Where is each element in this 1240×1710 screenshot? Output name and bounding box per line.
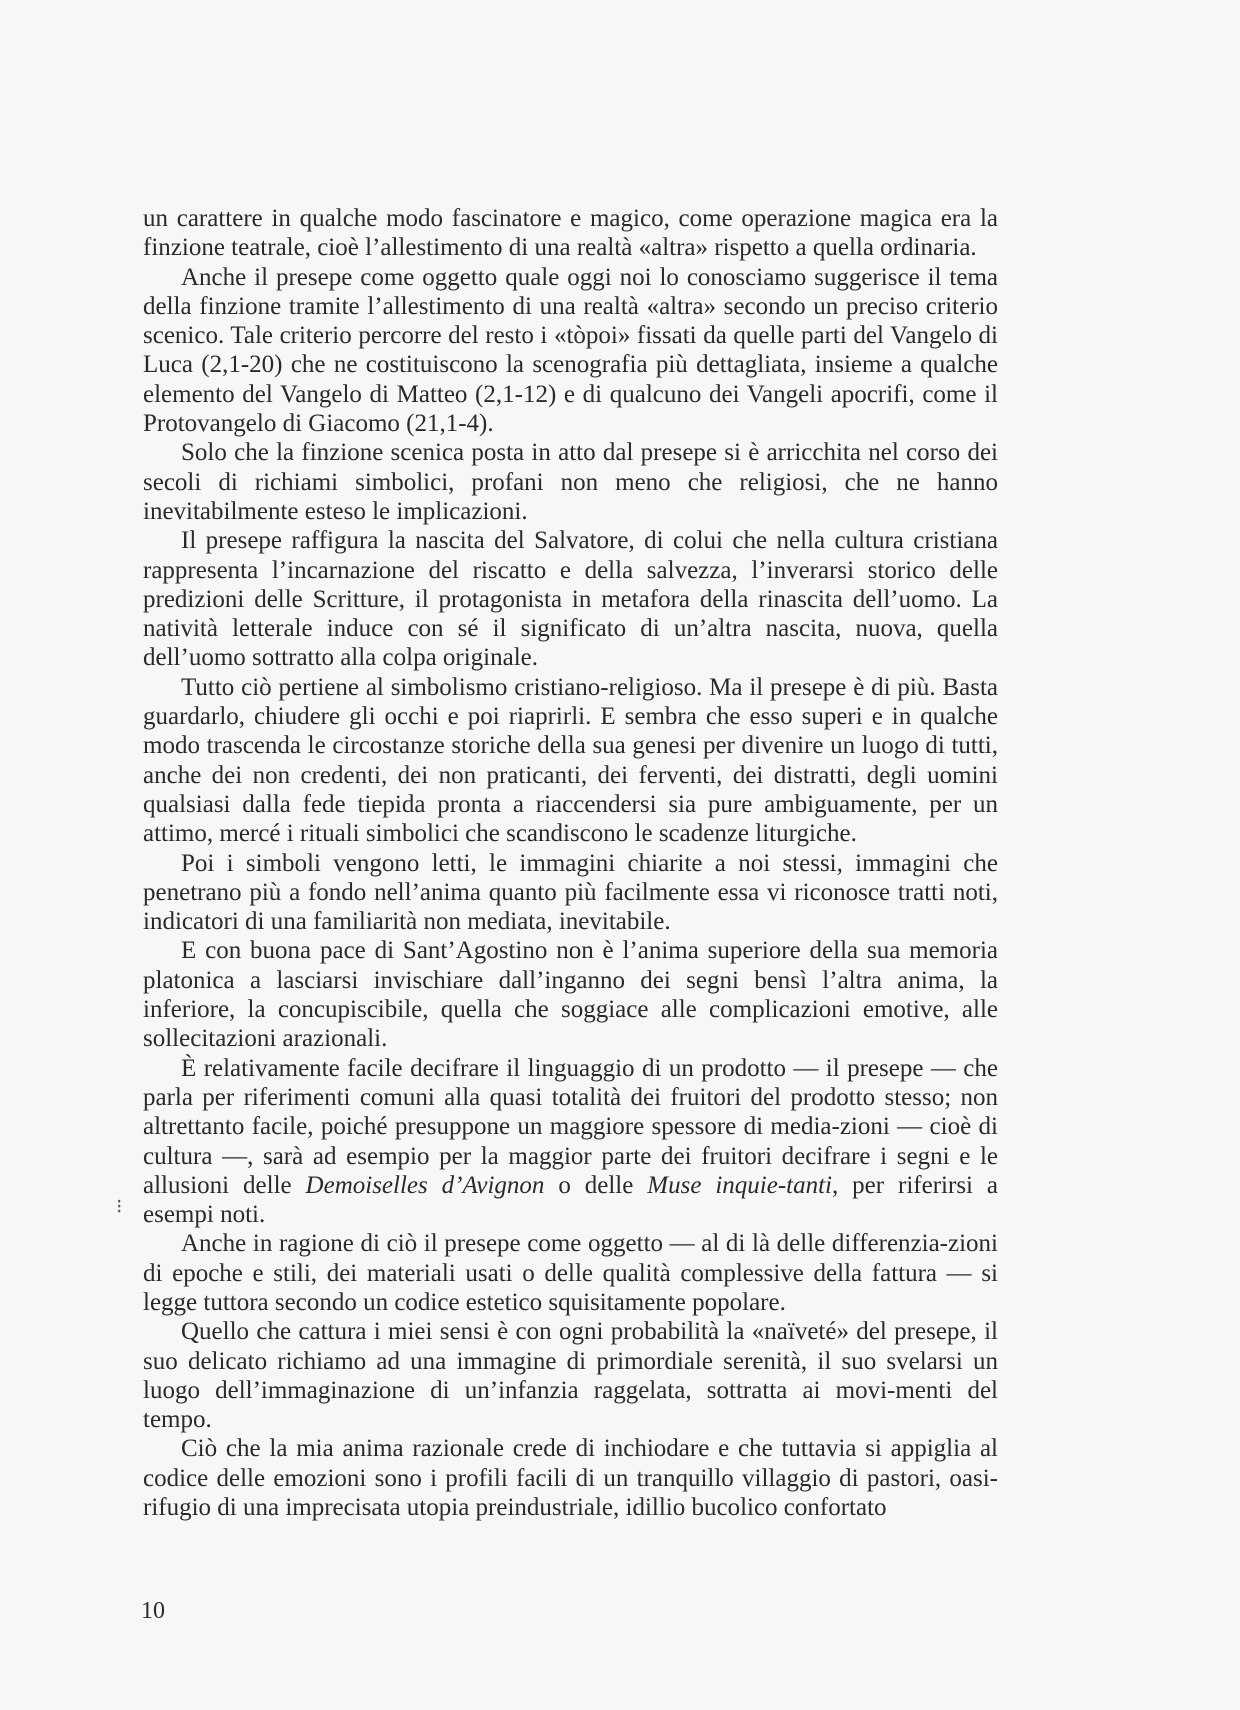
paragraph-text: E con buona pace di Sant’Agostino non è l’anima superiore della sua memoria platonica a lasciarsi invischiare dall’inganno dei segni bensì l’altra anima, la inferiore, la concupiscibile, quella che soggiace alle complicazioni emotive, alle sollecitazioni arazionali. [143,937,998,1053]
paragraph [143,1229,998,1317]
paragraph-text: Ciò che la mia anima razionale crede di inchiodare e che tuttavia si appiglia al codice delle emozioni sono i profili facili di un tranquillo villaggio di pastori, oasi- rifugio di una imprecisata utopia preindustriale, idillio bucolico confortato [143,1435,998,1522]
paragraph [143,438,998,526]
paragraph [143,204,998,263]
italic-title: Demoiselles d’Avignon [305,1171,545,1199]
paragraph [143,673,998,849]
paragraph-text: Poi i simboli vengono letti, le immagini chiarite a noi stessi, immagini che penetrano più a fondo nell’anima quanto più facilmente essa vi riconosce tratti noti, indicatori di una familiarità non mediata, inevitabile. [143,849,998,936]
paragraph [143,526,998,672]
paragraph-text: Tutto ciò pertiene al simbolismo cristiano-religioso. Ma il presepe è di più. Basta guardarlo, chiudere gli occhi e poi riaprirli. E sembra che esso superi e in qualche modo trascenda le circostanze storiche della sua genesi per divenire un luogo di tutti, anche dei non credenti, dei non praticanti, dei ferventi, dei distratti, degli uomini qualsiasi dalla fede tiepida pronta a riaccendersi sia pure ambiguamente, per un attimo, mercé i rituali simbolici che scandiscono le scadenze liturgiche. [143,673,998,848]
paragraph-text: Quello che cattura i miei sensi è con ogni probabilità la «naïveté» del presepe, il suo delicato richiamo ad una immagine di primordiale serenità, il suo svelarsi un luogo dell’immaginazione di un’infanzia raggelata, sottratta ai movi-menti del tempo. [143,1318,998,1434]
paragraph [143,1054,998,1230]
italic-title: Muse inquie-tanti [647,1171,833,1199]
paragraph-text: Solo che la finzione scenica posta in atto dal presepe si è arricchita nel corso dei secoli di richiami simbolici, profani non meno che religiosi, che ne hanno inevitabilmente esteso le implicazioni. [143,439,998,525]
paragraph-text: È relativamente facile decifrare il linguaggio di un prodotto — il presepe — che parla per riferimenti comuni alla quasi totalità dei fruitori del prodotto stesso; non altrettanto facile, poiché presuppone un maggiore spessore di media-zioni — cioè di cultura —, sarà ad esempio per la maggior parte dei fruitori decifrare i segni e le allusioni delle [143,1054,998,1199]
paragraph-text: , per riferirsi a esempi noti. [143,1171,999,1229]
paragraph-text: Il presepe raffigura la nascita del Salvatore, di colui che nella cultura cristiana rappresenta l’incarnazione del riscatto e della salvezza, l’inverarsi storico delle predizioni delle Scritture, il protagonista in metafora della rinascita dell’uomo. La natività letterale induce con sé il significato di un’altra nascita, nuova, quella dell’uomo sottratto alla colpa originale. [143,527,998,672]
paragraph [143,1434,998,1522]
paragraph [143,1317,998,1434]
paragraph-text: Anche in ragione di ciò il presepe come oggetto — al di là delle differenzia-zioni di epoche e stili, dei materiali usati o delle qualità complessive della fattura — si legge tuttora secondo un codice estetico squisitamente popolare. [143,1230,998,1316]
body-text [143,204,998,1522]
paragraph-text: Anche il presepe come oggetto quale oggi noi lo conosciamo suggerisce il tema della finzione tramite l’allestimento di una realtà «altra» secondo un preciso criterio scenico. Tale criterio percorre del resto i «tòpoi» fissati da quelle parti del Vangelo di Luca (2,1-20) che ne costituiscono la scenografia più dettagliata, insieme a qualche elemento del Vangelo di Matteo (2,1-12) e di qualcuno dei Vangeli apocrifi, come il Protovangelo di Giacomo (21,1-4). [143,263,998,438]
paragraph [143,849,998,937]
paragraph [143,263,998,439]
paragraph-text: un carattere in qualche modo fascinatore e magico, come operazione magica era la finzione teatrale, cioè l’allestimento di una realtà «altra» rispetto a quella ordinaria. [143,205,998,262]
paragraph-text: o delle [544,1171,648,1199]
paragraph [143,936,998,1053]
page-number: 10 [141,1598,165,1624]
margin-annotation-mark: ⁝ [116,1196,123,1218]
